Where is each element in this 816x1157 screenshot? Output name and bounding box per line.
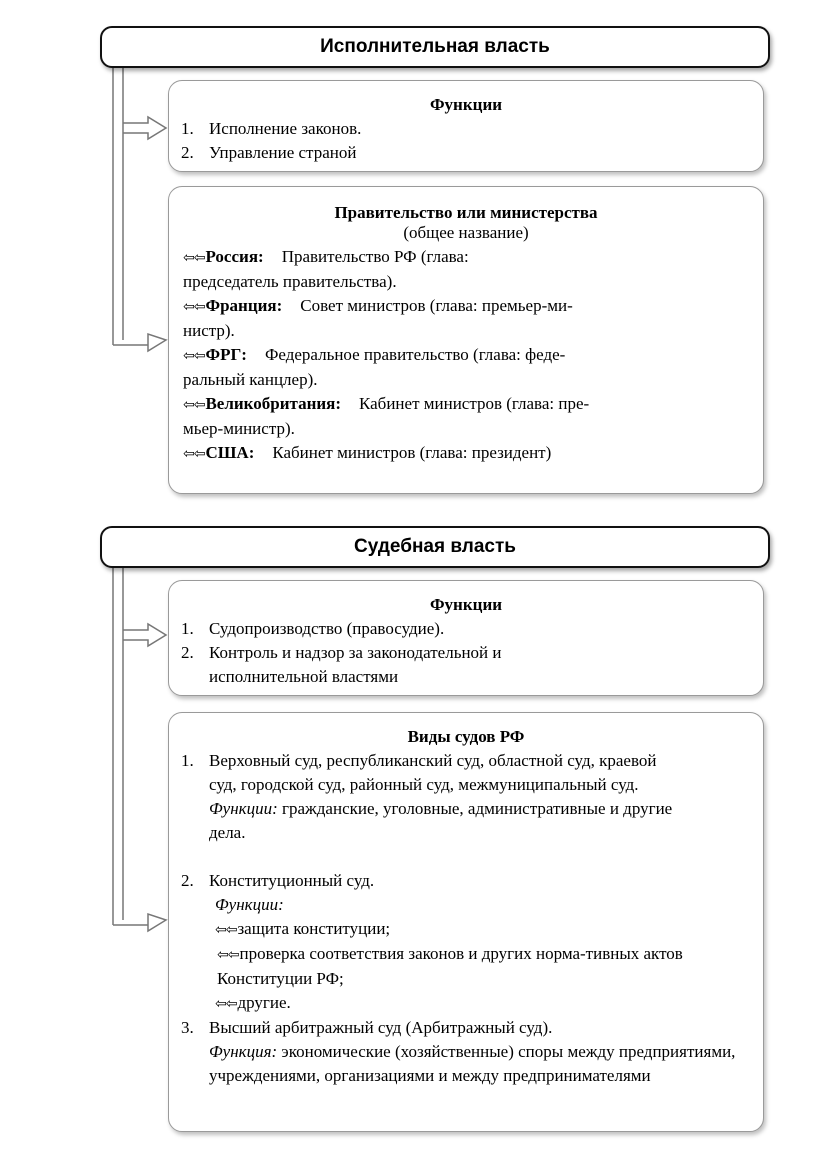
government-subtitle: (общее название) xyxy=(403,223,529,242)
double-left-arrow-icon: ⇦⇦ xyxy=(183,348,205,364)
double-left-arrow-icon: ⇦⇦ xyxy=(183,250,205,266)
double-left-arrow-icon: ⇦⇦ xyxy=(215,996,237,1012)
country-france: ⇦⇦Франция: Совет министров (глава: премьер-ми- нистр). xyxy=(183,296,573,340)
judicial-connector-trunk xyxy=(113,565,123,925)
executive-arrow-functions xyxy=(123,117,166,139)
executive-header xyxy=(100,26,770,68)
list-item: 2. Контроль и надзор за законодательной и исполнительной властями xyxy=(181,643,502,686)
list-item: 1. Верховный суд, республиканский суд, областной суд, краевой суд, городской суд, районный суд, межмуниципальный суд. Функции: гражданские, уголовные, административные и другие дела. xyxy=(181,751,673,842)
courts-box: Виды судов РФ 1. Верховный суд, республиканский суд, областной суд, краевой суд, городской суд, районный суд, межмуниципальный суд. Функции: гражданские, уголовные, административные и другие дела. 2. Конституционный суд. Функции: ⇦⇦защита конституции; ⇦⇦проверка соответствия законов и других норма-тивных актов Конституции РФ; ⇦⇦другие. 3. Высший арбитражный суд (Арбитражный суд). Функция: экономические (хозяйственные) споры между предприятиями, учреждениями, организациями и между предпринимателями xyxy=(168,712,764,1132)
double-left-arrow-icon: ⇦⇦ xyxy=(183,446,205,462)
double-left-arrow-icon: ⇦⇦ xyxy=(183,299,205,315)
executive-functions-box xyxy=(168,80,764,172)
executive-functions-title: Функции xyxy=(429,95,503,114)
list-item: 3. Высший арбитражный суд (Арбитражный суд). Функция: экономические (хозяйственные) споры между предприятиями, учреждениями, организациями и между предпринимателями xyxy=(181,1018,736,1085)
executive-connector-trunk xyxy=(113,66,123,345)
list-item: 2. Конституционный суд. xyxy=(181,871,375,890)
double-left-arrow-icon: ⇦⇦ xyxy=(217,947,239,963)
judicial-header xyxy=(100,526,770,568)
government-title: Правительство или министерства xyxy=(334,203,598,222)
judicial-functions-title: Функции xyxy=(429,595,503,614)
list-item: 2. Управление страной xyxy=(181,143,357,162)
country-uk: ⇦⇦Великобритания: Кабинет министров (глава: пре- мьер-министр). xyxy=(183,394,590,438)
courts-title: Виды судов РФ xyxy=(407,727,525,746)
sub-item: ⇦⇦защита конституции; xyxy=(215,919,391,938)
double-left-arrow-icon: ⇦⇦ xyxy=(183,397,205,413)
double-left-arrow-icon: ⇦⇦ xyxy=(215,922,237,938)
judicial-arrow-courts xyxy=(113,914,166,931)
judicial-arrow-functions xyxy=(123,624,166,646)
country-russia: ⇦⇦Россия: Правительство РФ (глава: председатель правительства). xyxy=(183,247,469,291)
sub-item: ⇦⇦проверка соответствия законов и других норма-тивных актов Конституции РФ; xyxy=(217,944,683,988)
list-item: 1. Судопроизводство (правосудие). xyxy=(181,619,445,638)
country-usa: ⇦⇦США: Кабинет министров (глава: президент) xyxy=(183,443,552,462)
executive-arrow-government xyxy=(113,334,166,351)
judicial-title: Судебная власть xyxy=(354,536,516,557)
judicial-functions-box xyxy=(168,580,764,696)
executive-title: Исполнительная власть xyxy=(320,36,550,57)
government-box xyxy=(168,186,764,494)
sub-item: ⇦⇦другие. xyxy=(215,993,291,1012)
list-item: 1. Исполнение законов. xyxy=(181,119,362,138)
country-germany: ⇦⇦ФРГ: Федеральное правительство (глава: феде- ральный канцлер). xyxy=(183,345,566,389)
